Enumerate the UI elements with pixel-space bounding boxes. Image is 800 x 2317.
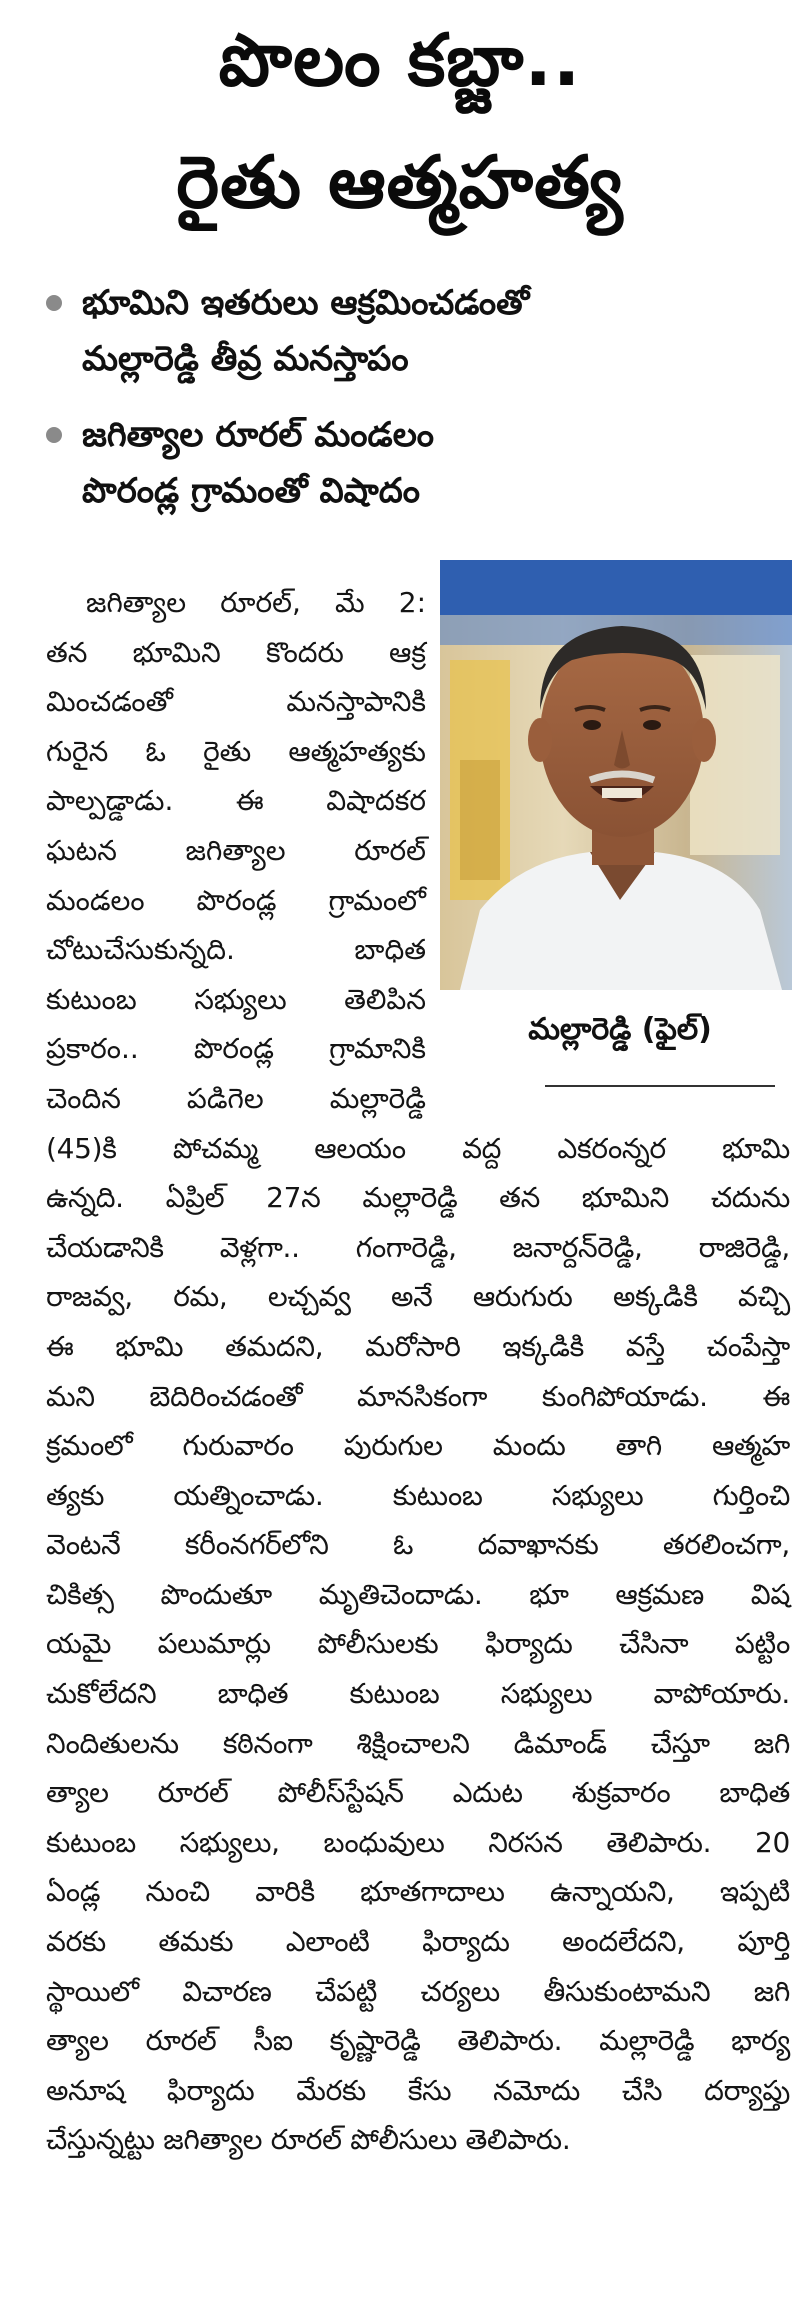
highlight-text: భూమిని ఇతరులు ఆక్రమించడంతో (82, 283, 530, 323)
body-line: స్థాయిలో విచారణ చేపట్టి చర్యలు తీసుకుంటామని జగి (46, 1974, 790, 2008)
body-line: (45)కి పోచమ్మ ఆలయం వద్ద ఎకరంన్నర భూమి (46, 1131, 790, 1165)
body-line: ఘటన జగిత్యాల రూరల్ (46, 833, 426, 867)
body-line: చేస్తున్నట్టు జగిత్యాల రూరల్ పోలీసులు తెలిపారు. (46, 2123, 571, 2157)
body-line: మని బెదిరించడంతో మానసికంగా కుంగిపోయాడు. ఈ (46, 1379, 790, 1413)
body-line: వరకు తమకు ఎలాంటి ఫిర్యాదు అందలేదని, పూర్తి (46, 1925, 790, 1959)
body-line: వెంటనే కరీంనగర్‌లోని ఓ దవాఖానకు తరలించగా, (46, 1528, 790, 1562)
body-line: చుకోలేదని బాధిత కుటుంబ సభ్యులు వాపోయారు. (46, 1677, 790, 1711)
body-line: మండలం పొరండ్ల గ్రామంలో (46, 883, 426, 917)
body-line: త్యాల రూరల్ పోలీస్‌స్టేషన్ ఎదుట శుక్రవారం బాధిత (46, 1776, 790, 1810)
body-line: మించడంతో మనస్తాపానికి (46, 685, 426, 719)
bullet-dot-icon (46, 427, 62, 443)
body-line: ఉన్నది. ఏప్రిల్ 27న మల్లారెడ్డి తన భూమిని చదును (46, 1181, 790, 1215)
highlights-list (38, 275, 778, 539)
body-line: త్యాల రూరల్ సీఐ కృష్ణారెడ్డి తెలిపారు. మల్లారెడ్డి భార్య (46, 2024, 790, 2058)
highlight-text: జగిత్యాల రూరల్ మండలం (82, 415, 435, 455)
article-body (46, 578, 790, 2165)
body-line: చోటుచేసుకున్నది. బాధిత (46, 933, 426, 967)
highlight-text: పొరండ్ల గ్రామంతో విషాదం (82, 471, 420, 511)
body-line: రాజవ్వ, రమ, లచ్చవ్వ అనే ఆరుగురు అక్కడికి వచ్చి (46, 1280, 790, 1314)
body-line: నిందితులను కఠినంగా శిక్షించాలని డిమాండ్ చేస్తూ జగి (46, 1726, 790, 1760)
headline-line-1: పొలం కబ్జా.. (218, 18, 582, 102)
body-line: ప్రకారం.. పొరండ్ల గ్రామానికి (46, 1032, 426, 1066)
body-line: చెందిన పడిగెల మల్లారెడ్డి (46, 1081, 426, 1115)
highlight-item (38, 275, 778, 387)
body-line: గురైన ఓ రైతు ఆత్మహత్యకు (46, 734, 426, 768)
body-line: చేయడానికి వెళ్లగా.. గంగారెడ్డి, జనార్దన్‌రెడ్డి, రాజిరెడ్డి, (46, 1230, 790, 1264)
body-line: ఈ భూమి తమదని, మరోసారి ఇక్కడికి వస్తే చంపేస్తా (46, 1329, 790, 1363)
body-line: కుటుంబ సభ్యులు తెలిపిన (46, 982, 426, 1016)
body-line: అనూష ఫిర్యాదు మేరకు కేసు నమోదు చేసి దర్యాప్తు (46, 2073, 790, 2107)
headline (0, 0, 800, 255)
headline-line-2: రైతు ఆత్మహత్య (176, 140, 624, 224)
body-line: తన భూమిని కొందరు ఆక్ర (46, 635, 426, 669)
highlight-text: మల్లారెడ్డి తీవ్ర మనస్తాపం (82, 339, 409, 379)
body-line: చికిత్స పొందుతూ మృతిచెందాడు. భూ ఆక్రమణ విష (46, 1577, 790, 1611)
body-line: క్రమంలో గురువారం పురుగుల మందు తాగి ఆత్మహ (46, 1429, 790, 1463)
photo-caption: మల్లారెడ్డి (ఫైల్) (528, 1012, 712, 1047)
body-line: జగిత్యాల రూరల్, మే 2: (86, 586, 426, 619)
body-line: ఏండ్ల నుంచి వారికి భూతగాదాలు ఉన్నాయని, ఇప్పటి (46, 1875, 790, 1909)
body-line: యమై పలుమార్లు పోలీసులకు ఫిర్యాదు చేసినా పట్టిం (46, 1627, 790, 1661)
body-line: పాల్పడ్డాడు. ఈ విషాదకర (46, 784, 426, 818)
body-line: కుటుంబ సభ్యులు, బంధువులు నిరసన తెలిపారు. 20 (46, 1825, 790, 1859)
highlight-item (38, 407, 778, 519)
body-line: త్యకు యత్నించాడు. కుటుంబ సభ్యులు గుర్తించి (46, 1478, 790, 1512)
bullet-dot-icon (46, 295, 62, 311)
